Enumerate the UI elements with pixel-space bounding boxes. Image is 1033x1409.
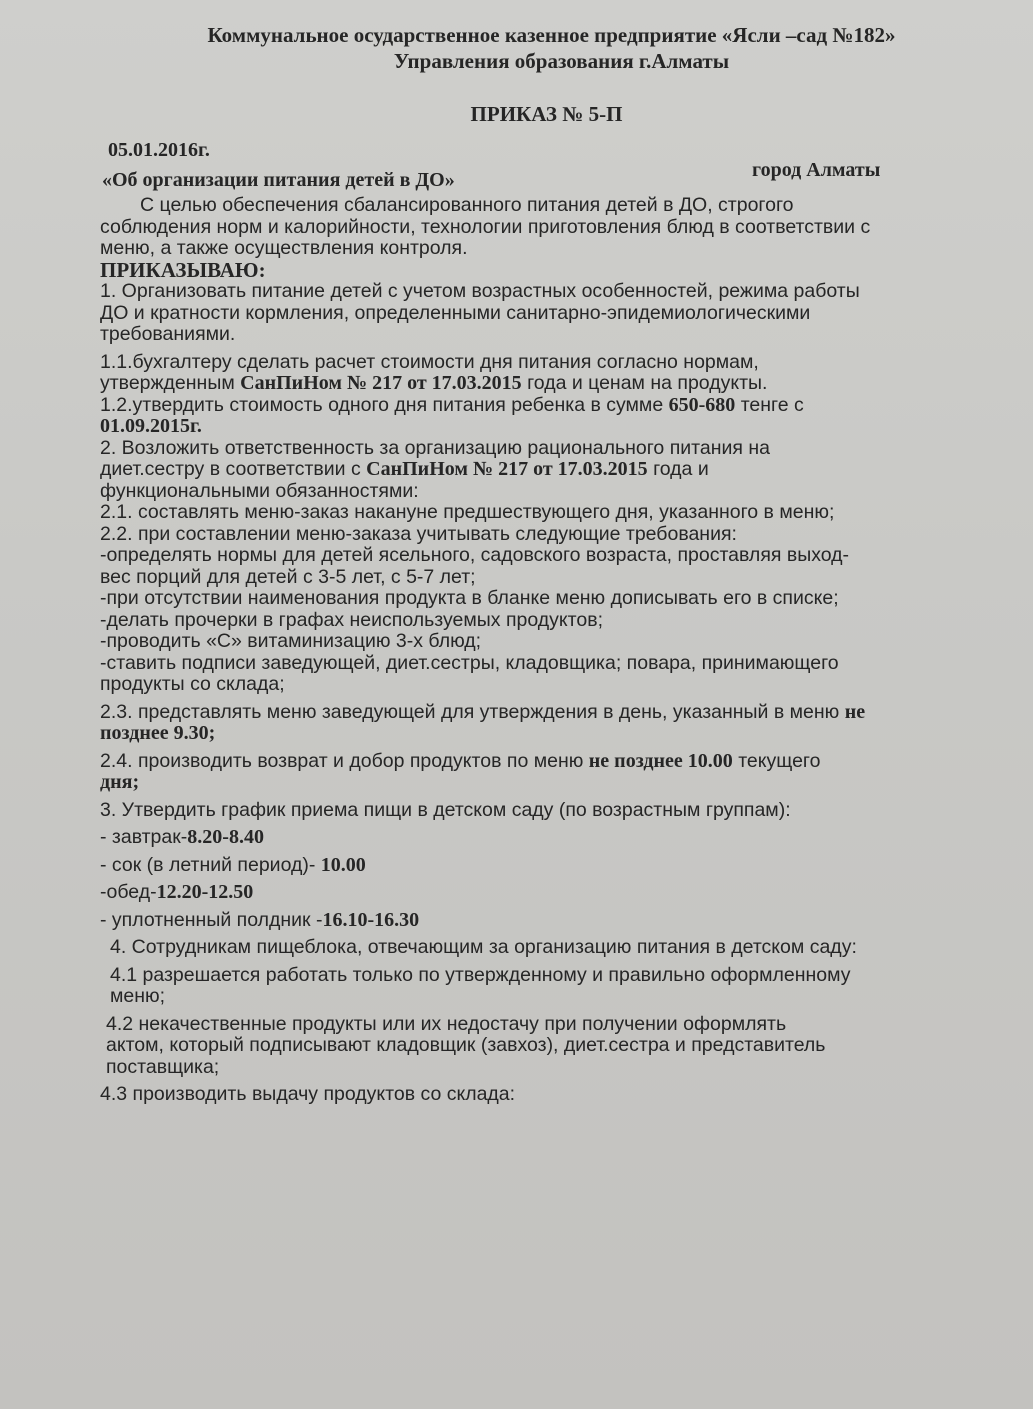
item-line: 1. Организовать питание детей с учетом возрастных особенностей, режима работы <box>100 280 860 302</box>
requirement-line: -ставить подписи заведующей, диет.сестры, кладовщика; повара, принимающего <box>100 651 839 674</box>
meal-name: -обед- <box>100 881 157 903</box>
schedule-line <box>70 827 993 849</box>
text-run: тенге с <box>735 393 804 416</box>
meal-time: 12.20-12.50 <box>156 881 254 903</box>
requirement-line: продукты со склада; <box>100 673 285 695</box>
item-line: позднее 9.30; <box>100 722 216 744</box>
item-line <box>70 702 993 724</box>
schedule-line <box>70 910 993 932</box>
organization-header <box>70 22 993 74</box>
deadline-text: не позднее 10.00 <box>588 749 733 772</box>
sanpin-reference: СанПиНом № 217 от 17.03.2015 <box>366 458 648 480</box>
requirement-line: -проводить «С» витаминизацию 3-х блюд; <box>100 630 482 652</box>
item-line: дня; <box>100 771 140 793</box>
item-line: 4.3 производить выдачу продуктов со склада: <box>100 1083 516 1105</box>
meal-time: 8.20-8.40 <box>187 826 264 848</box>
schedule-line <box>70 882 993 904</box>
price-range: 650-680 <box>668 393 736 416</box>
intro-line: соблюдения норм и калорийности, технологии приготовления блюд в соответствии с <box>100 215 871 238</box>
text-run: года и ценам на продукты. <box>521 372 768 394</box>
order-items <box>70 281 993 1106</box>
text-run: текущего <box>732 749 821 772</box>
intro-line: С целью обеспечения сбалансированного питания детей в ДО, строгого <box>140 194 794 216</box>
item-line: 2.2. при составлении меню-заказа учитывать следующие требования: <box>100 522 737 545</box>
item-line <box>70 395 993 417</box>
text-run: 1.2.утвердить стоимость одного дня питания ребенка в сумме <box>100 393 669 416</box>
order-title: ПРИКАЗ № 5-П <box>470 102 623 126</box>
item-line: актом, который подписывают кладовщик (завхоз), диет.сестра и представитель <box>106 1034 826 1056</box>
meal-name: - уплотненный полдник - <box>100 908 323 931</box>
schedule-line <box>70 855 993 877</box>
item-line: функциональными обязанностями: <box>100 479 419 502</box>
order-date: 05.01.2016г. <box>108 139 210 161</box>
requirement-line: вес порций для детей с 3-5 лет, с 5-7 лет; <box>100 565 476 588</box>
order-body <box>70 195 993 1106</box>
text-run: 2.4. производить возврат и добор продуктов по меню <box>100 749 589 772</box>
item-line: поставщика; <box>106 1055 220 1078</box>
item-line: 1.1.бухгалтеру сделать расчет стоимости дня питания согласно нормам, <box>100 350 759 373</box>
text-run: утвержденным <box>100 372 241 394</box>
meal-time: 10.00 <box>320 853 366 876</box>
department-name: Управления образования г.Алматы <box>393 49 730 73</box>
text-run: диет.сестру в соответствии с <box>100 458 367 480</box>
organization-name: Коммунальное осударственное казенное предприятие «Ясли –сад №182» <box>207 23 896 47</box>
item-line <box>70 459 993 481</box>
meal-name: - завтрак- <box>100 826 188 848</box>
meal-time: 16.10-16.30 <box>322 908 420 931</box>
item-line <box>70 373 993 395</box>
item-line: 3. Утвердить график приема пищи в детском саду (по возрастным группам): <box>100 798 791 821</box>
item-line: 2.1. составлять меню-заказ накануне предшествующего дня, указанного в меню; <box>100 501 835 523</box>
deadline-text: не <box>844 700 866 723</box>
item-line: требованиями. <box>100 323 236 345</box>
requirement-line: -делать прочерки в графах неиспользуемых продуктов; <box>100 608 604 631</box>
item-line: ДО и кратности кормления, определенными санитарно-эпидемиологическими <box>100 301 811 324</box>
text-run: года и <box>647 458 709 480</box>
item-line: 4.1 разрешается работать только по утвержденному и правильно оформленному <box>110 963 851 986</box>
intro-line: меню, а также осуществления контроля. <box>100 237 468 259</box>
order-keyword: ПРИКАЗЫВАЮ: <box>100 257 266 282</box>
sanpin-reference: СанПиНом № 217 от 17.03.2015 <box>240 372 522 394</box>
meal-name: - сок (в летний период)- <box>100 853 321 876</box>
order-subject: «Об организации питания детей в ДО» <box>102 169 455 191</box>
item-line: 01.09.2015г. <box>100 415 202 437</box>
order-city: город Алматы <box>752 159 881 181</box>
requirement-line: -при отсутствии наименования продукта в бланке меню дописывать его в списке; <box>100 587 839 609</box>
item-line <box>70 751 993 773</box>
requirement-line: -определять нормы для детей ясельного, садовского возраста, проставляя выход- <box>100 544 850 566</box>
item-line: меню; <box>110 985 166 1007</box>
text-run: 2.3. представлять меню заведующей для утверждения в день, указанный в меню <box>100 700 845 723</box>
item-line: 4.2 некачественные продукты или их недостачу при получении оформлять <box>106 1012 787 1035</box>
order-meta <box>70 139 993 189</box>
item-line: 2. Возложить ответственность за организацию рационального питания на <box>100 436 770 459</box>
item-line: 4. Сотрудникам пищеблока, отвечающим за организацию питания в детском саду: <box>110 936 857 958</box>
